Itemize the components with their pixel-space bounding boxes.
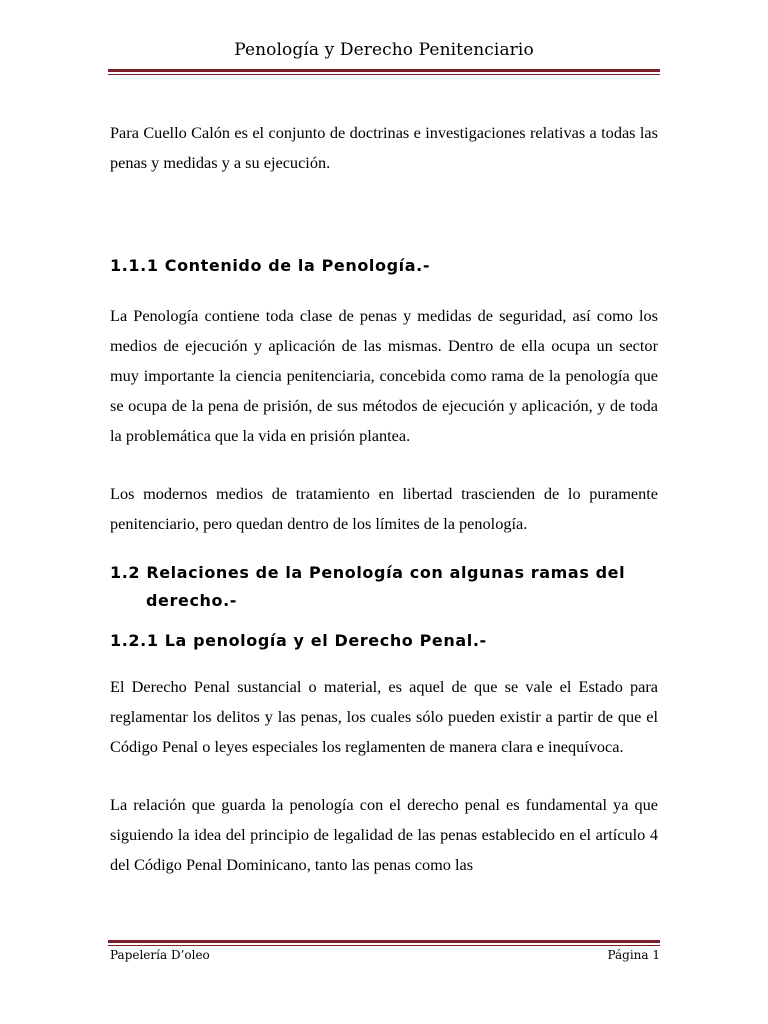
heading-relaciones-line2: derecho.- bbox=[146, 591, 238, 610]
heading-penologia-derecho-penal: 1.2.1 La penología y el Derecho Penal.- bbox=[110, 631, 487, 650]
footer-left-text: Papelería D’oleo bbox=[110, 948, 210, 962]
header-rule-thin bbox=[108, 74, 660, 75]
paragraph-cuello-calon: Para Cuello Calón es el conjunto de doctrinas e investigaciones relativas a todas las penas y medidas y a su ejecución. bbox=[110, 123, 658, 172]
heading-contenido-penologia: 1.1.1 Contenido de la Penología.- bbox=[110, 256, 431, 275]
paragraph-modernos-medios: Los modernos medios de tratamiento en libertad trascienden de lo puramente penitenciario, pero quedan dentro de los límites de la penología. bbox=[110, 484, 658, 533]
paragraph-penologia-contiene: La Penología contiene toda clase de penas y medidas de seguridad, así como los medios de ejecución y aplicación de las mismas. Dentro de ella ocupa un sector muy importante la ciencia penitenciaria, concebida como rama de la penología que se ocupa de la pena de prisión, de sus métodos de ejecución y aplicación, y de toda la problemática que la vida en prisión plantea. bbox=[110, 306, 658, 445]
header-rule-thick bbox=[108, 69, 660, 72]
footer-rule-thick bbox=[108, 940, 660, 943]
footer-rule-thin bbox=[108, 945, 660, 946]
paragraph-relacion-penologia: La relación que guarda la penología con el derecho penal es fundamental ya que siguiendo la idea del principio de legalidad de las penas establecido en el artículo 4 del Código Penal Dominicano, tanto las penas como las bbox=[110, 795, 658, 874]
page-header-title: Penología y Derecho Penitenciario bbox=[234, 40, 534, 60]
paragraph-derecho-penal-sustancial: El Derecho Penal sustancial o material, es aquel de que se vale el Estado para reglamentar los delitos y las penas, los cuales sólo pueden existir a partir de que el Código Penal o leyes especiales los reglamenten de manera clara e inequívoca. bbox=[110, 677, 658, 756]
footer-page-number: Página 1 bbox=[607, 948, 660, 962]
document-body bbox=[110, 118, 658, 880]
heading-relaciones-line1: 1.2 Relaciones de la Penología con algunas ramas del bbox=[110, 563, 626, 582]
heading-relaciones-penologia bbox=[110, 559, 658, 615]
